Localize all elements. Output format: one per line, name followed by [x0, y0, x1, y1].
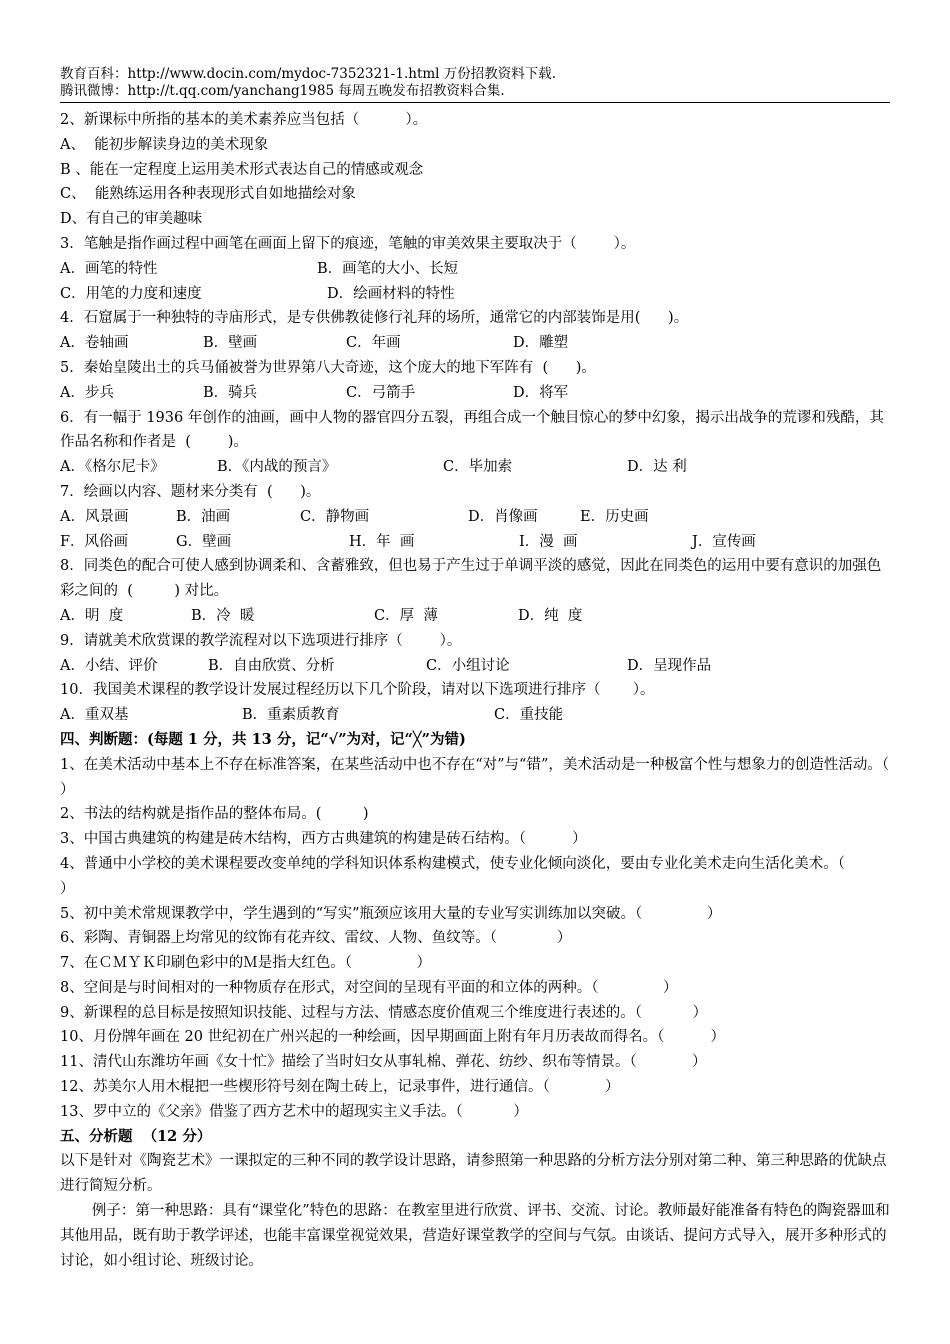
section-5-title: 五、分析题 （12 分） — [60, 1127, 212, 1145]
q6-option-c: C．毕加索 — [443, 459, 513, 476]
judge-item-8: 8、空间是与时间相对的一种物质存在形式，对空间的呈现有平面的和立体的两种。（ ） — [60, 979, 678, 996]
q2-option-a: A、 能初步解读身边的美术现象 — [60, 136, 269, 153]
q3-option-d: D．绘画材料的特性 — [327, 285, 455, 302]
judge-item-11: 11、清代山东潍坊年画《女十忙》描绘了当时妇女从事轧棉、弹花、纺纱、织布等情景。（ ） — [60, 1054, 707, 1071]
judge-item-6: 6、彩陶、青铜器上均常见的纹饰有花卉纹、雷纹、人物、鱼纹等。（ ） — [60, 930, 572, 947]
q8-options — [60, 604, 890, 629]
q9-stem: 9．请就美术欣赏课的教学流程对以下选项进行排序（ ）。 — [60, 632, 462, 649]
q5-option-b: B．骑兵 — [203, 384, 258, 401]
q7-option-e: E．历史画 — [580, 508, 649, 525]
q7-option-g: G．壁画 — [176, 533, 232, 550]
q7-option-d: D．肖像画 — [468, 508, 538, 525]
judge-item-13: 13、罗中立的《父亲》借鉴了西方艺术中的超现实主义手法。（ ） — [60, 1103, 528, 1120]
q10-stem: 10．我国美术课程的教学设计发展过程经历以下几个阶段，请对以下选项进行排序（ ）。 — [60, 682, 655, 699]
q9-option-b: B．自由欣赏、分析 — [208, 657, 335, 674]
q3-option-a: A．画笔的特性 — [60, 260, 158, 277]
q5-option-a: A．步兵 — [60, 384, 114, 401]
q8-option-b: B．冷 暖 — [191, 607, 255, 624]
q7-stem: 7．绘画以内容、题材来分类有 ( )。 — [60, 483, 321, 500]
header-line-1: 教育百科：http://www.docin.com/mydoc-7352321-1.html 万份招教资料下载. — [60, 66, 557, 82]
judge-item-5: 5、初中美术常规课教学中，学生遇到的“写实”瓶颈应该用大量的专业写实训练加以突破。（ ） — [60, 905, 722, 922]
q9-options — [60, 654, 890, 679]
q6-option-a: A．《格尔尼卡》 — [60, 459, 165, 476]
header-line-2: 腾讯微博：http://t.qq.com/yanchang1985 每周五晚发布招教资料合集. — [60, 83, 505, 99]
q10-option-b: B．重素质教育 — [242, 707, 340, 724]
q2-option-b: B 、能在一定程度上运用美术形式表达自己的情感或观念 — [60, 161, 424, 178]
q10-option-a: A．重双基 — [60, 707, 129, 724]
q5-option-d: D．将军 — [513, 384, 569, 401]
judge-item-9: 9、新课程的总目标是按照知识技能、过程与方法、情感态度价值观三个维度进行表述的。（ ） — [60, 1004, 708, 1021]
q9-option-d: D．呈现作品 — [627, 657, 712, 674]
q4-option-b: B．壁画 — [203, 335, 258, 352]
q3-stem: 3．笔触是指作画过程中画笔在画面上留下的痕迹，笔触的审美效果主要取决于（ ）。 — [60, 235, 636, 252]
q7-option-h: H．年 画 — [349, 533, 415, 550]
q2-stem: 2、新课标中所指的基本的美术素养应当包括（ ）。 — [60, 112, 428, 128]
q5-options — [60, 381, 890, 406]
q3-options-row2 — [60, 282, 890, 307]
q9-option-a: A．小结、评价 — [60, 657, 158, 674]
judge-item-10: 10、月份牌年画在 20 世纪初在广州兴起的一种绘画，因早期画面上附有年月历表故而得名。（ ） — [60, 1029, 725, 1046]
q3-option-b: B．画笔的大小、长短 — [317, 260, 459, 277]
q7-option-j: J．宣传画 — [692, 533, 756, 550]
q5-stem: 5．秦始皇陵出土的兵马俑被誉为世界第八大奇迹，这个庞大的地下军阵有 ( )。 — [60, 359, 596, 376]
q6-option-d: D．达 利 — [627, 459, 687, 476]
q9-option-c: C．小组讨论 — [426, 657, 510, 674]
q7-options-row1 — [60, 505, 890, 530]
q2-option-c: C、 能熟练运用各种表现形式自如地描绘对象 — [60, 186, 356, 203]
q8-stem: 8．同类色的配合可使人感到协调柔和、含蓄雅致，但也易于产生过于单调平淡的感觉，因此在同类色的运用中要有意识的加强色彩之间的 ( ) 对比。 — [60, 558, 882, 600]
q7-option-c: C．静物画 — [300, 508, 370, 525]
q4-option-a: A．卷轴画 — [60, 335, 129, 352]
judge-item-1: 1、在美术活动中基本上不存在标准答案，在某些活动中也不存在“对”与“错”，美术活动是一种极富个性与想象力的创造性活动。（ ） — [60, 756, 931, 798]
q7-option-i: I．漫 画 — [519, 533, 578, 550]
q7-options-row2 — [60, 530, 890, 555]
q6-options — [60, 455, 890, 480]
judge-item-7: 7、在ＣＭＹＫ印刷色彩中的Ｍ是指大红色。（ ） — [60, 955, 432, 972]
q4-options — [60, 331, 890, 356]
q3-options-row1 — [60, 257, 890, 282]
q6-stem: 6．有一幅于 1936 年创作的油画，画中人物的器官四分五裂，再组合成一个触目惊心的梦中幻象，揭示出战争的荒谬和残酷，其作品名称和作者是 ( )。 — [60, 409, 884, 451]
q4-stem: 4．石窟属于一种独特的寺庙形式，是专供佛教徒修行礼拜的场所，通常它的内部装饰是用( )。 — [60, 310, 689, 327]
q10-options — [60, 703, 890, 728]
section-5-example: 例子：第一种思路：具有“课堂化”特色的思路：在教室里进行欣赏、评书、交流、讨论。教师最好能准备有特色的陶瓷器皿和其他用品，既有助于教学评述，也能丰富课堂视觉效果，营造好课堂教学的空间与气氛。由谈话、提问方式导入，展开多种形式的讨论，如小组讨论、班级讨论。 — [60, 1203, 890, 1269]
q7-option-f: F．风俗画 — [60, 533, 129, 550]
judge-item-4: 4、普通中小学校的美术课程要改变单纯的学科知识体系构建模式，使专业化倾向淡化，要由专业化美术走向生活化美术。（ ） — [60, 855, 892, 897]
q7-option-a: A．风景画 — [60, 508, 129, 525]
q7-option-b: B．油画 — [176, 508, 231, 525]
q3-option-c: C．用笔的力度和速度 — [60, 285, 202, 302]
page-header — [60, 66, 890, 103]
q8-option-a: A．明 度 — [60, 607, 124, 624]
judge-item-12: 12、苏美尔人用木棍把一些楔形符号刻在陶土砖上，记录事件，进行通信。（ ） — [60, 1079, 620, 1096]
q8-option-c: C．厚 薄 — [374, 607, 438, 624]
q2-option-d: D、有自己的审美趣味 — [60, 211, 203, 228]
section-5-intro: 以下是针对《陶瓷艺术》一课拟定的三种不同的教学设计思路，请参照第一种思路的分析方法分别对第二种、第三种思路的优缺点进行简短分析。 — [60, 1153, 887, 1195]
q4-option-c: C．年画 — [346, 335, 401, 352]
q8-option-d: D．纯 度 — [518, 607, 583, 624]
q6-option-b: B．《内战的预言》 — [217, 459, 337, 476]
judge-item-2: 2、书法的结构就是指作品的整体布局。( ) — [60, 806, 369, 823]
exam-content — [60, 108, 931, 1273]
q4-option-d: D．雕塑 — [513, 335, 569, 352]
q5-option-c: C．弓箭手 — [346, 384, 416, 401]
judge-item-3: 3、中国古典建筑的构建是砖木结构，西方古典建筑的构建是砖石结构。（ ） — [60, 831, 587, 848]
section-4-title: 四、判断题：(每题 1 分，共 13 分，记“√”为对，记“╳”为错) — [60, 730, 466, 748]
q10-option-c: C．重技能 — [494, 707, 564, 724]
